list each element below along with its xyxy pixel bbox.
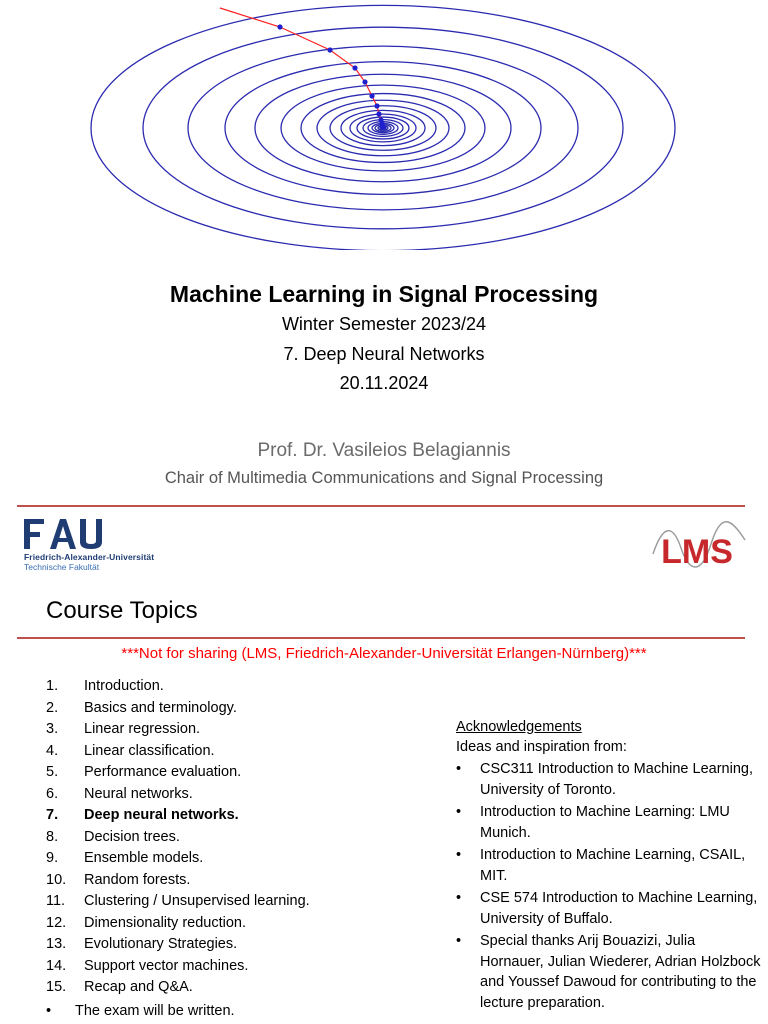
acknowledgements <box>456 719 761 1015</box>
acknowledgements-heading: Acknowledgements <box>456 719 582 735</box>
list-item: 9. Ensemble models. <box>46 850 204 866</box>
bullet-icon: • <box>456 847 462 863</box>
list-item: 10. Random forests. <box>46 871 191 888</box>
list-item: 15. Recap and Q&A. <box>46 979 193 995</box>
lms-logo-text: LMS <box>661 533 733 571</box>
list-item: • Introduction to Machine Learning: LMU Munich. <box>456 802 761 843</box>
descent-point <box>369 93 374 98</box>
list-item: 8. Decision trees. <box>46 828 180 845</box>
fau-faculty-name: Technische Fakultät <box>24 562 100 572</box>
bullet-icon: • <box>456 933 462 949</box>
descent-point <box>352 65 357 70</box>
list-item: 3. Linear regression. <box>46 721 201 737</box>
descent-point <box>327 47 332 52</box>
bullet-icon: • <box>46 1003 52 1019</box>
exam-note-text: The exam will be written. <box>75 1003 235 1019</box>
list-item: • Introduction to Machine Learning, CSAIL, MIT. <box>456 845 761 886</box>
gradient-descent-contour-illustration <box>90 0 680 250</box>
fau-logo <box>24 517 174 572</box>
list-item: 12. Dimensionality reduction. <box>46 914 246 931</box>
lecture-line: 7. Deep Neural Networks <box>283 344 485 364</box>
professor-name: Prof. Dr. Vasileios Belagiannis <box>257 440 511 461</box>
list-item: 1. Introduction. <box>46 678 164 694</box>
list-item: 4. Linear classification. <box>46 742 215 759</box>
list-item-current: 7. Deep neural networks. <box>46 807 239 823</box>
course-topics-slide <box>0 512 768 1024</box>
list-item: • Special thanks Arij Bouazizi, Julia Hornauer, Julian Wiederer, Adrian Holzbock and Youssef Dawoud for contributing to the lecture preparation. <box>456 931 761 1013</box>
descent-point <box>362 79 367 84</box>
bullet-icon: • <box>456 890 462 906</box>
descent-point <box>374 103 379 108</box>
heading-divider <box>17 637 745 639</box>
list-item: 13. Evolutionary Strategies. <box>46 936 238 952</box>
fau-letters-icon <box>24 517 110 551</box>
topics-list <box>46 678 310 1001</box>
list-item: • CSE 574 Introduction to Machine Learning, University of Buffalo. <box>456 888 761 929</box>
slide-heading: Course Topics <box>46 597 198 624</box>
descent-points <box>277 24 385 129</box>
descent-point <box>277 24 282 29</box>
header-divider <box>17 505 745 507</box>
semester-line: Winter Semester 2023/24 <box>281 314 487 334</box>
list-item: 2. Basics and terminology. <box>46 699 237 716</box>
list-item: 6. Neural networks. <box>46 785 193 802</box>
list-item: 11. Clustering / Unsupervised learning. <box>46 893 310 909</box>
slide-title: Machine Learning in Signal Processing <box>169 281 599 307</box>
exam-note <box>46 1003 235 1019</box>
bullet-icon: • <box>456 804 462 820</box>
fau-university-name: Friedrich-Alexander-Universität <box>24 552 155 562</box>
sharing-notice: ***Not for sharing (LMS, Friedrich-Alexander-Universität Erlangen-Nürnberg)*** <box>121 645 647 662</box>
bullet-icon: • <box>456 761 462 777</box>
acknowledgements-intro: Ideas and inspiration from: <box>456 739 627 755</box>
list-item: • CSC311 Introduction to Machine Learning, University of Toronto. <box>456 759 761 800</box>
descent-point <box>380 124 385 129</box>
list-item: 5. Performance evaluation. <box>46 764 242 780</box>
acknowledgements-list <box>456 759 761 1013</box>
date-line: 20.11.2024 <box>339 373 429 393</box>
descent-path <box>220 8 383 127</box>
descent-point <box>376 111 381 116</box>
list-item: 14. Support vector machines. <box>46 957 249 974</box>
chair-name: Chair of Multimedia Communications and Signal Processing <box>164 469 604 487</box>
lms-logo <box>645 514 750 578</box>
